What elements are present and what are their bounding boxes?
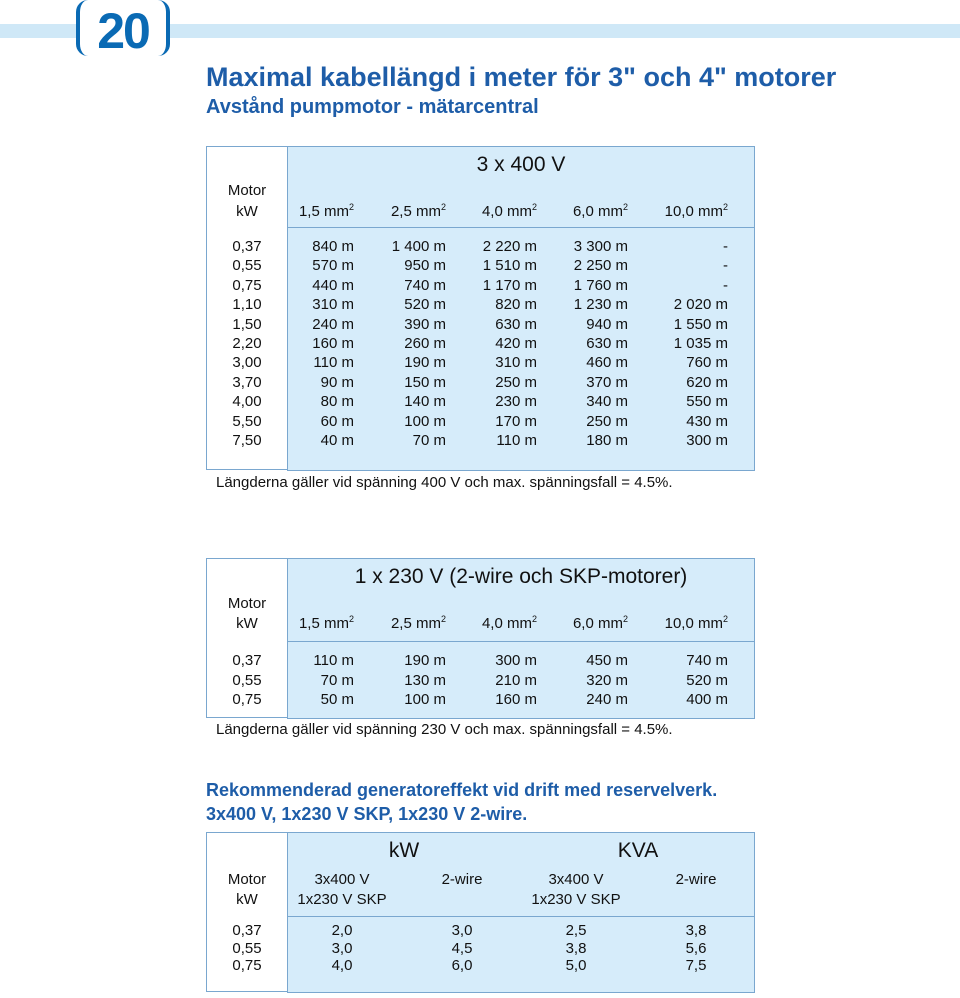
table-title: 3 x 400 V xyxy=(476,153,566,176)
row-value: 250 m xyxy=(495,373,537,391)
row-value: 100 m xyxy=(404,412,446,430)
column-header xyxy=(538,203,628,220)
row-value: 630 m xyxy=(495,315,537,333)
row-value: 160 m xyxy=(312,335,354,352)
kw-label: kW xyxy=(236,203,258,220)
row-value: 170 m xyxy=(495,412,537,430)
row-value: 550 m xyxy=(686,393,728,411)
row-value: 1 170 m xyxy=(482,276,537,294)
column-header xyxy=(356,203,446,220)
row-kw: 0,55 xyxy=(232,671,262,689)
row-value: 4,5 xyxy=(451,939,473,957)
row-value: 190 m xyxy=(404,354,446,372)
header-stripe-right xyxy=(170,24,960,38)
row-value: 50 m xyxy=(320,691,354,708)
row-kw: 3,70 xyxy=(232,373,262,391)
row-kw: 0,55 xyxy=(232,939,262,957)
group-kva: KVA xyxy=(617,839,659,862)
row-value: 3 300 m xyxy=(573,238,628,255)
motor-label: Motor xyxy=(227,871,267,888)
col-c-line2: 1x230 V SKP xyxy=(531,891,621,908)
row-value: 60 m xyxy=(320,412,354,430)
table-1x230v xyxy=(206,558,754,718)
table2-note: Längderna gäller vid spänning 230 V och max. spänningsfall = 4.5%. xyxy=(216,721,673,738)
table-title: 1 x 230 V (2-wire och SKP-motorer) xyxy=(354,565,688,588)
row-value: 1 510 m xyxy=(482,257,537,275)
row-value: 110 m xyxy=(313,354,354,372)
row-value: 300 m xyxy=(686,432,728,449)
row-value: 70 m xyxy=(412,432,446,449)
row-value: 310 m xyxy=(312,296,354,314)
row-value: 2 250 m xyxy=(573,257,628,275)
table-row xyxy=(207,335,753,354)
row-kw: 0,37 xyxy=(232,238,262,255)
column-header-sup: 2 xyxy=(722,202,728,212)
row-value: 5,6 xyxy=(685,939,707,957)
row-value: 1 230 m xyxy=(573,296,628,314)
group-kw: kW xyxy=(388,839,420,862)
column-header-sup: 2 xyxy=(440,614,446,624)
column-header-sup: 2 xyxy=(622,202,628,212)
column-header xyxy=(356,615,446,632)
row-value: 3,8 xyxy=(685,922,707,939)
row-value: 140 m xyxy=(404,393,446,411)
row-kw: 4,00 xyxy=(232,393,262,411)
row-value: 820 m xyxy=(495,296,537,314)
table-row xyxy=(207,354,753,373)
row-value: 440 m xyxy=(312,276,354,294)
table-generator xyxy=(206,832,754,992)
row-value: 130 m xyxy=(404,671,446,689)
column-header-sup: 2 xyxy=(348,202,354,212)
row-value: 40 m xyxy=(320,432,354,449)
column-header-text: 2,5 mm xyxy=(390,203,441,220)
row-value: - xyxy=(723,276,728,294)
col-a-line2: 1x230 V SKP xyxy=(297,891,387,908)
row-kw: 0,75 xyxy=(232,957,262,974)
row-value: 740 m xyxy=(404,276,446,294)
page-number: 20 xyxy=(97,3,149,59)
col-a-line1: 3x400 V xyxy=(314,871,370,888)
row-kw: 0,37 xyxy=(232,922,262,939)
row-value: 1 550 m xyxy=(673,315,728,333)
row-value: 630 m xyxy=(586,335,628,352)
table-row xyxy=(207,940,753,958)
row-value: 520 m xyxy=(404,296,446,314)
row-kw: 1,50 xyxy=(232,315,262,333)
row-value: - xyxy=(723,257,728,275)
table-row xyxy=(207,957,753,975)
row-value: 5,0 xyxy=(565,957,587,974)
table-row xyxy=(207,257,753,276)
row-value: 760 m xyxy=(686,354,728,372)
column-header xyxy=(447,203,537,220)
kw-label: kW xyxy=(236,891,258,908)
row-value: 90 m xyxy=(320,373,354,391)
row-value: 160 m xyxy=(495,691,537,708)
table-row xyxy=(207,393,753,412)
row-value: 840 m xyxy=(312,238,354,255)
row-value: 320 m xyxy=(586,671,628,689)
row-kw: 1,10 xyxy=(232,296,262,314)
row-value: 190 m xyxy=(404,652,446,669)
table-row xyxy=(207,413,753,432)
column-header-text: 4,0 mm xyxy=(481,615,532,632)
column-header-sup: 2 xyxy=(531,202,537,212)
row-value: 70 m xyxy=(320,671,354,689)
page-title: Maximal kabellängd i meter för 3" och 4" motorer xyxy=(206,62,837,92)
column-header xyxy=(264,615,354,632)
table1-note: Längderna gäller vid spänning 400 V och max. spänningsfall = 4.5%. xyxy=(216,474,673,491)
row-value: 2 220 m xyxy=(482,238,537,255)
row-kw: 0,75 xyxy=(232,276,262,294)
row-value: 210 m xyxy=(495,671,537,689)
column-header-sup: 2 xyxy=(722,614,728,624)
table-row xyxy=(207,316,753,335)
table-row xyxy=(207,238,753,257)
col-d: 2-wire xyxy=(675,871,717,888)
row-value: 940 m xyxy=(586,315,628,333)
column-header xyxy=(538,615,628,632)
row-value: 1 035 m xyxy=(673,335,728,352)
page-subtitle: Avstånd pumpmotor - mätarcentral xyxy=(206,96,539,118)
row-kw: 2,20 xyxy=(232,335,262,352)
row-kw: 7,50 xyxy=(232,432,262,449)
row-value: 370 m xyxy=(586,373,628,391)
table-row xyxy=(207,296,753,315)
row-value: 340 m xyxy=(586,393,628,411)
header-stripe-left xyxy=(0,24,76,38)
row-kw: 0,75 xyxy=(232,691,262,708)
row-value: 460 m xyxy=(586,354,628,372)
column-header-text: 4,0 mm xyxy=(481,203,532,220)
row-value: 3,8 xyxy=(565,939,587,957)
column-header xyxy=(638,203,728,220)
row-value: 2,0 xyxy=(331,922,353,939)
row-value: 110 m xyxy=(313,652,354,669)
motor-label: Motor xyxy=(227,595,267,612)
column-header-text: 1,5 mm xyxy=(298,615,349,632)
page-number-badge xyxy=(76,0,170,59)
column-header xyxy=(264,203,354,220)
table-row xyxy=(207,922,753,940)
table-row xyxy=(207,277,753,296)
row-value: 2,5 xyxy=(565,922,587,939)
row-value: 400 m xyxy=(686,691,728,708)
column-header-sup: 2 xyxy=(348,614,354,624)
column-header-text: 1,5 mm xyxy=(298,203,349,220)
row-kw: 0,37 xyxy=(232,652,262,669)
column-header-text: 10,0 mm xyxy=(664,203,723,220)
row-value: 740 m xyxy=(686,652,728,669)
motor-label: Motor xyxy=(227,182,267,199)
column-header-text: 2,5 mm xyxy=(390,615,441,632)
row-value: 430 m xyxy=(686,412,728,430)
row-value: - xyxy=(723,238,728,255)
column-header-sup: 2 xyxy=(622,614,628,624)
row-value: 150 m xyxy=(404,373,446,391)
row-value: 450 m xyxy=(586,652,628,669)
row-value: 420 m xyxy=(495,335,537,352)
section-title-line1: Rekommenderad generatoreffekt vid drift med reservelverk. xyxy=(206,780,718,800)
row-value: 180 m xyxy=(586,432,628,449)
column-header xyxy=(638,615,728,632)
row-value: 240 m xyxy=(312,315,354,333)
row-value: 100 m xyxy=(404,691,446,708)
row-value: 230 m xyxy=(495,393,537,411)
table-row xyxy=(207,691,753,711)
row-value: 300 m xyxy=(495,652,537,669)
table-row xyxy=(207,652,753,672)
column-header-text: 10,0 mm xyxy=(664,615,723,632)
row-value: 620 m xyxy=(686,373,728,391)
col-c-line1: 3x400 V xyxy=(548,871,604,888)
row-value: 570 m xyxy=(312,257,354,275)
row-kw: 0,55 xyxy=(232,257,262,275)
column-header xyxy=(447,615,537,632)
row-value: 110 m xyxy=(496,432,537,449)
row-value: 310 m xyxy=(495,354,537,372)
column-header-sup: 2 xyxy=(531,614,537,624)
row-value: 520 m xyxy=(686,671,728,689)
row-value: 3,0 xyxy=(331,939,353,957)
row-value: 6,0 xyxy=(451,957,473,974)
row-value: 240 m xyxy=(586,691,628,708)
column-header-text: 6,0 mm xyxy=(572,615,623,632)
table-row xyxy=(207,672,753,692)
row-kw: 5,50 xyxy=(232,412,262,430)
row-value: 2 020 m xyxy=(673,296,728,314)
section-title-line2: 3x400 V, 1x230 V SKP, 1x230 V 2-wire. xyxy=(206,804,528,824)
row-value: 4,0 xyxy=(331,957,353,974)
table-row xyxy=(207,432,753,451)
row-value: 1 760 m xyxy=(573,276,628,294)
row-value: 250 m xyxy=(586,412,628,430)
kw-label: kW xyxy=(236,615,258,632)
row-value: 80 m xyxy=(320,393,354,411)
col-b: 2-wire xyxy=(441,871,483,888)
table-3x400v xyxy=(206,146,754,470)
column-header-sup: 2 xyxy=(440,202,446,212)
row-value: 7,5 xyxy=(685,957,707,974)
row-value: 3,0 xyxy=(451,922,473,939)
row-value: 950 m xyxy=(404,257,446,275)
row-value: 1 400 m xyxy=(391,238,446,255)
column-header-text: 6,0 mm xyxy=(572,203,623,220)
table-row xyxy=(207,374,753,393)
row-value: 260 m xyxy=(404,335,446,352)
row-value: 390 m xyxy=(404,315,446,333)
row-kw: 3,00 xyxy=(232,354,262,372)
